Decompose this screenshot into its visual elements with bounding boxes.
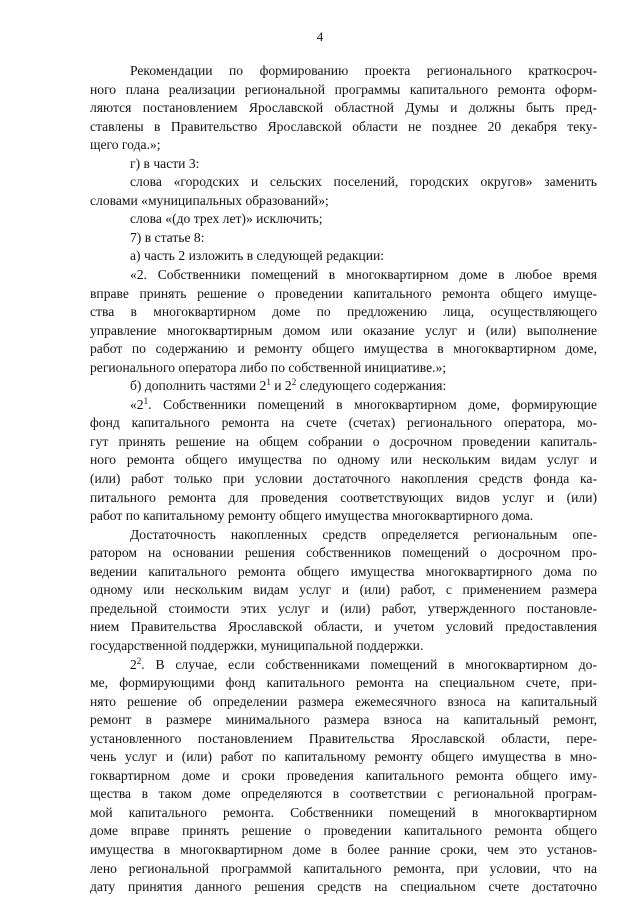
text-line: регионального оператора либо по собственной инициативе.»;	[90, 359, 447, 375]
text-line: установленного постановлением Правительства Ярославской области, пере-	[90, 730, 597, 746]
text-line: слова «(до трех лет)» исключить;	[130, 211, 323, 227]
text-line: Рекомендации по формированию проекта регионального краткосроч-	[130, 63, 597, 78]
text-line: слова «городских и сельских поселений, городских округов» заменить	[130, 174, 597, 190]
text-line: ремонт в размере минимального размера взноса на капитальный ремонт,	[90, 712, 597, 728]
document-body	[90, 62, 597, 897]
text-line: доме вправе принять решение о проведении капитального ремонта общего	[90, 823, 597, 839]
line-segment: следующего содержания:	[296, 378, 447, 394]
line-segment: . В случае, если собственниками помещений в многоквартирном до-	[141, 656, 597, 672]
text-line: «2. Собственники помещений в многоквартирном доме в любое время	[130, 267, 597, 283]
text-line: питального ремонта для проведения соответствующих видов услуг и (или)	[90, 489, 597, 505]
text-line: работ по капитальному ремонту общего имущества многоквартирного дома.	[90, 508, 534, 524]
text-line	[90, 656, 597, 675]
line-segment: и 2	[270, 378, 292, 394]
text-line: ства в многоквартирном доме по предложению лица, осуществляющего	[90, 304, 597, 320]
superscript: 1	[266, 377, 271, 388]
text-line: нято решение об определении размера ежемесячного взноса на капитальный	[90, 693, 597, 709]
line-segment: 2	[130, 656, 137, 672]
text-line: а) часть 2 изложить в следующей редакции:	[130, 248, 385, 264]
text-line: гоквартирном доме и сроки проведения капитального ремонта общего иму-	[90, 767, 597, 783]
text-line: г) в части 3:	[130, 155, 200, 171]
superscript: 2	[136, 655, 142, 666]
text-line: вправе принять решение о проведении капитального ремонта общего имуще-	[90, 285, 597, 301]
text-line: ме, формирующими фонд капитального ремонта на специальном счете, при-	[90, 675, 597, 691]
text-line: гут принять решение на общем собрании о досрочном проведении капиталь-	[90, 433, 597, 449]
text-line: щества в таком доме определяются в соответствии с региональной програм-	[90, 786, 597, 802]
text-line: ратором на основании решения собственников помещений о досрочном про-	[90, 545, 597, 561]
text-line: фонд капитального ремонта на счете (счетах) регионального оператора, мо-	[90, 415, 597, 431]
text-line: имущества в многоквартирном доме в более ранние сроки, чем это установ-	[90, 841, 597, 857]
text-line: словами «муниципальных образований»;	[90, 192, 329, 208]
text-line: предельной стоимости этих услуг и (или) работ, утвержденного постановле-	[90, 600, 597, 616]
text-line: ведении капитального ремонта общего имущества многоквартирного дома по	[90, 563, 597, 579]
text-line: 7) в статье 8:	[130, 229, 205, 245]
line-segment: «2	[130, 396, 144, 412]
text-line: мой капитального ремонта. Собственники помещений в многоквартирном	[90, 804, 597, 820]
text-line: лено региональной программой капитального ремонта, при условии, что на	[90, 860, 597, 876]
text-line: Достаточность накопленных средств определяется региональным опе-	[130, 526, 597, 542]
text-line: нием Правительства Ярославской области, и учетом условий предоставления	[90, 619, 597, 635]
text-line: чень услуг и (или) работ по капитальному ремонту общего имущества в мно-	[90, 749, 597, 765]
line-segment: . Собственники помещений в многоквартирном доме, формирующие	[148, 396, 597, 412]
text-line	[90, 396, 597, 415]
text-line: (или) работ только при условии достаточного накопления средств фонда ка-	[90, 471, 597, 487]
text-line: управление многоквартирным домом или оказание услуг и (или) выполнение	[90, 322, 597, 338]
text-line: работ по содержанию и ремонту общего имущества в многоквартирном доме,	[90, 341, 597, 357]
text-line: ляются постановлением Ярославской областной Думы и должны быть пред-	[90, 100, 597, 116]
line-segment: б) дополнить частями 2	[130, 378, 267, 394]
text-line: ставлены в Правительство Ярославской области не позднее 20 декабря теку-	[90, 118, 597, 134]
text-line: дату принятия данного решения средств на специальном счете достаточно	[90, 879, 597, 895]
text-line: государственной поддержки, муниципальной поддержки.	[90, 637, 424, 653]
text-line: ного плана реализации региональной программы капитального ремонта оформ-	[90, 81, 597, 97]
superscript: 2	[291, 377, 297, 388]
superscript: 1	[143, 395, 149, 406]
text-line	[90, 377, 597, 396]
text-line: одному или нескольким видам услуг и (или) работ, с применением размера	[90, 582, 597, 598]
page-number: 4	[316, 29, 324, 44]
text-line: щего года.»;	[90, 137, 161, 153]
text-line: ного ремонта общего имущества по одному или нескольким видам услуг и	[90, 452, 597, 468]
